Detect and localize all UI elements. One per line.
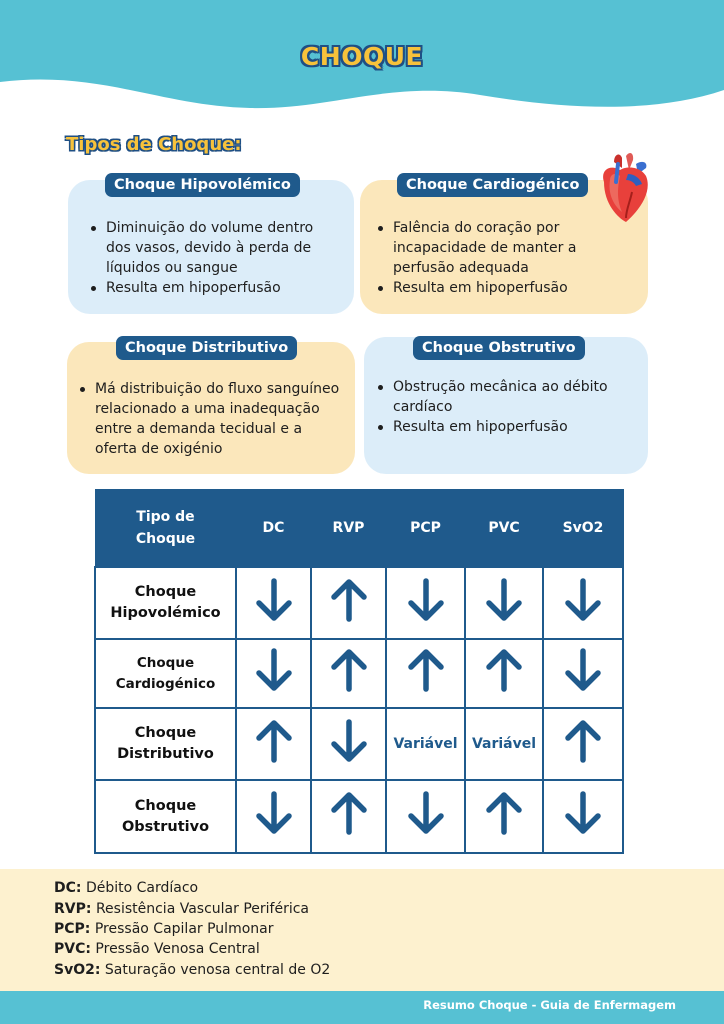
legend-text: Débito Cardíaco bbox=[85, 880, 199, 896]
legend-abbr: PCP: bbox=[54, 921, 91, 937]
legend-item bbox=[54, 939, 260, 959]
card-obstrutivo bbox=[364, 337, 648, 474]
arrow-up-icon bbox=[564, 718, 602, 764]
table-header-row bbox=[95, 489, 623, 567]
section-title: Tipos de Choque: bbox=[66, 134, 242, 155]
arrow-up-icon bbox=[330, 577, 368, 623]
arrow-down-icon bbox=[564, 647, 602, 693]
card-label: Choque Cardiogénico bbox=[397, 173, 588, 197]
row-label bbox=[95, 567, 236, 639]
header-cell: RVP bbox=[311, 489, 386, 567]
row-label bbox=[95, 780, 236, 853]
arrow-down-icon bbox=[564, 790, 602, 836]
arrow-up-icon bbox=[255, 718, 293, 764]
row-label-word: Distributivo bbox=[117, 746, 214, 762]
legend-abbr: DC: bbox=[54, 880, 82, 896]
card-hipovolemico bbox=[68, 177, 354, 314]
legend-item bbox=[54, 960, 330, 980]
header-cell: PVC bbox=[465, 489, 543, 567]
legend-item bbox=[54, 919, 273, 939]
value-cell bbox=[311, 708, 386, 780]
header-cell: SvO2 bbox=[543, 489, 623, 567]
value-cell bbox=[236, 708, 311, 780]
shock-summary-table bbox=[94, 489, 624, 854]
legend-item bbox=[54, 878, 198, 898]
row-label-word: Choque bbox=[136, 654, 195, 671]
legend-abbr: RVP: bbox=[54, 901, 92, 917]
value-cell bbox=[465, 780, 543, 853]
row-label bbox=[95, 639, 236, 708]
legend-text: Resistência Vascular Periférica bbox=[95, 901, 309, 917]
bullet-item: Resulta em hipoperfusão bbox=[377, 278, 627, 298]
arrow-down-icon bbox=[564, 577, 602, 623]
row-label-word: Cardiogénico bbox=[115, 675, 216, 692]
card-bullets bbox=[90, 218, 340, 298]
header-cell: Tipo de Choque bbox=[95, 489, 236, 567]
value-cell bbox=[465, 708, 543, 780]
value-cell bbox=[386, 708, 465, 780]
header-cell: DC bbox=[236, 489, 311, 567]
arrow-down-icon bbox=[407, 790, 445, 836]
row-label-word: Obstrutivo bbox=[121, 818, 210, 835]
value-cell bbox=[311, 780, 386, 853]
bullet-item: Diminuição do volume dentro dos vasos, devido à perda de líquidos ou sangue bbox=[90, 218, 340, 278]
value-cell bbox=[236, 567, 311, 639]
table-body bbox=[95, 567, 623, 853]
arrow-down-icon bbox=[255, 790, 293, 836]
legend bbox=[0, 869, 724, 991]
header-cell: PCP bbox=[386, 489, 465, 567]
value-cell bbox=[465, 567, 543, 639]
legend-text: Pressão Capilar Pulmonar bbox=[94, 921, 274, 937]
legend-text: Saturação venosa central de O2 bbox=[104, 962, 331, 978]
arrow-up-icon bbox=[330, 647, 368, 693]
arrow-down-icon bbox=[407, 577, 445, 623]
bullet-item: Obstrução mecânica ao débito cardíaco bbox=[377, 377, 633, 417]
row-label bbox=[95, 708, 236, 780]
card-bullets bbox=[377, 218, 627, 298]
arrow-up-icon bbox=[407, 647, 445, 693]
row-label-word: Choque bbox=[134, 797, 197, 814]
bullet-item: Falência do coração por incapacidade de manter a perfusão adequada bbox=[377, 218, 627, 278]
table-row bbox=[95, 780, 623, 853]
value-cell bbox=[236, 639, 311, 708]
value-cell bbox=[465, 639, 543, 708]
card-label: Choque Distributivo bbox=[116, 336, 297, 360]
variable-text: Variável bbox=[393, 735, 458, 752]
page-title: CHOQUE bbox=[300, 42, 424, 71]
arrow-down-icon bbox=[255, 577, 293, 623]
card-label: Choque Hipovolémico bbox=[105, 173, 300, 197]
bullet-item: Resulta em hipoperfusão bbox=[377, 417, 633, 437]
value-cell bbox=[236, 780, 311, 853]
arrow-up-icon bbox=[485, 790, 523, 836]
table-row bbox=[95, 567, 623, 639]
arrow-up-icon bbox=[485, 647, 523, 693]
card-label: Choque Obstrutivo bbox=[413, 336, 585, 360]
heart-icon bbox=[596, 152, 652, 226]
value-cell bbox=[311, 639, 386, 708]
footer bbox=[0, 991, 724, 1024]
table-row bbox=[95, 708, 623, 780]
row-label-word: Choque bbox=[134, 725, 197, 741]
variable-text: Variável bbox=[471, 735, 537, 752]
value-cell bbox=[386, 567, 465, 639]
arrow-up-icon bbox=[330, 790, 368, 836]
value-cell bbox=[543, 780, 623, 853]
footer-text: Resumo Choque - Guia de Enfermagem bbox=[423, 998, 676, 1012]
value-cell bbox=[543, 708, 623, 780]
row-label-word: Choque bbox=[134, 584, 197, 600]
bullet-item: Resulta em hipoperfusão bbox=[90, 278, 340, 298]
card-distributivo bbox=[67, 342, 355, 474]
arrow-down-icon bbox=[485, 577, 523, 623]
legend-text: Pressão Venosa Central bbox=[95, 941, 260, 957]
card-bullets bbox=[377, 377, 633, 437]
value-cell bbox=[543, 567, 623, 639]
legend-abbr: SvO2: bbox=[54, 962, 101, 978]
value-cell bbox=[311, 567, 386, 639]
arrow-down-icon bbox=[330, 718, 368, 764]
legend-item bbox=[54, 899, 309, 919]
bullet-item: Má distribuição do fluxo sanguíneo relacionado a uma inadequação entre a demanda tecidual e a oferta de oxigénio bbox=[79, 379, 345, 459]
value-cell bbox=[386, 780, 465, 853]
value-cell bbox=[386, 639, 465, 708]
legend-abbr: PVC: bbox=[54, 941, 91, 957]
card-bullets bbox=[79, 379, 345, 459]
table-row bbox=[95, 639, 623, 708]
header-banner bbox=[0, 0, 724, 130]
value-cell bbox=[543, 639, 623, 708]
row-label-word: Hipovolémico bbox=[110, 605, 221, 621]
arrow-down-icon bbox=[255, 647, 293, 693]
